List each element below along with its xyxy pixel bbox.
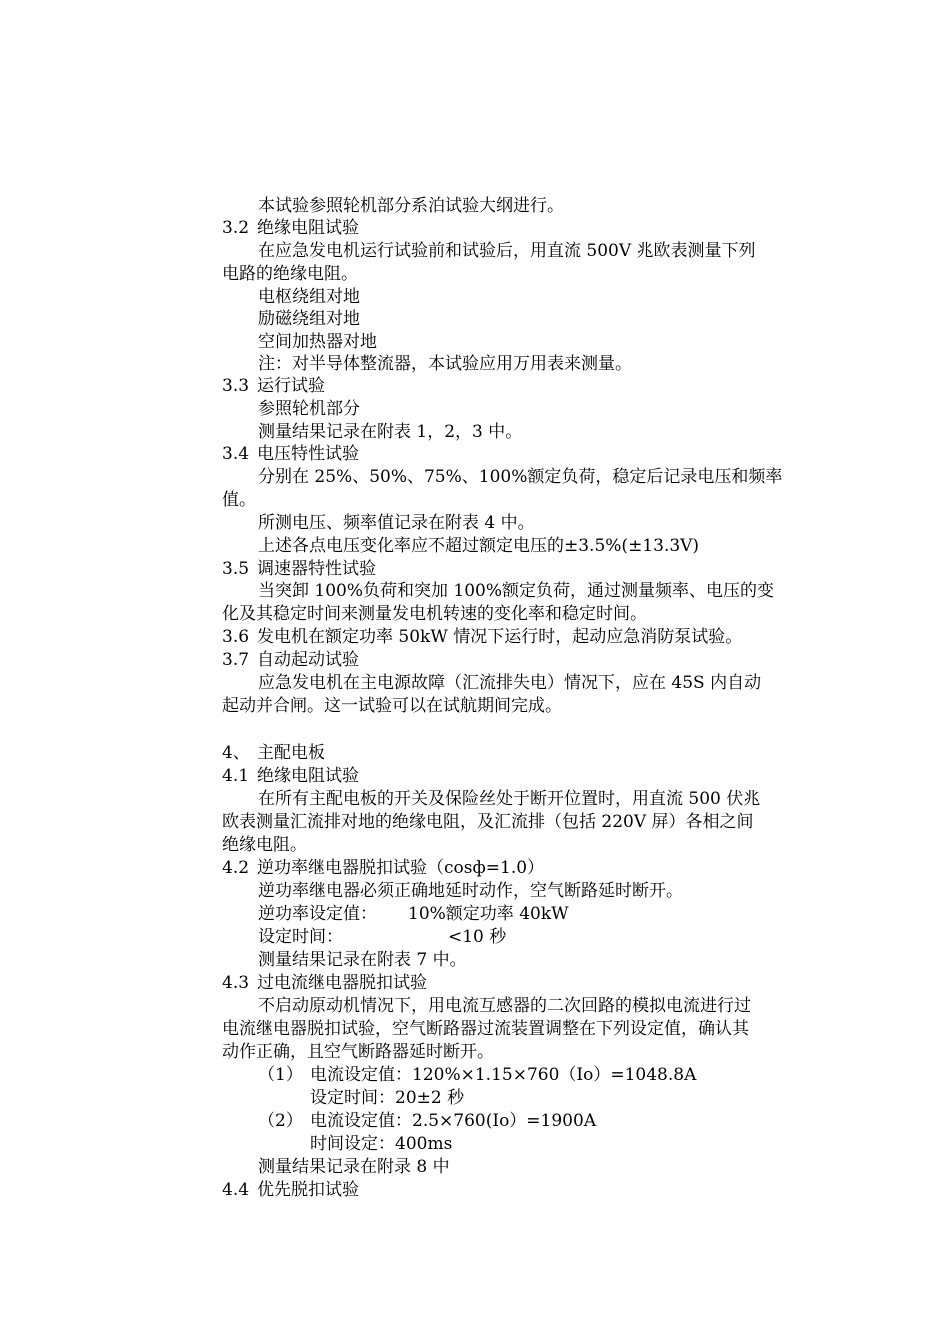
- paragraph-line: 上述各点电压变化率应不超过额定电压的±3.5%(±13.3V): [258, 536, 700, 556]
- paragraph-line: 起动并合闸。这一试验可以在试航期间完成。: [222, 696, 562, 716]
- section-heading-4-1: 4.1 绝缘电阻试验: [222, 766, 359, 786]
- list-item-detail: 时间设定：400ms: [310, 1134, 453, 1154]
- section-heading-3-5: 3.5 调速器特性试验: [222, 559, 376, 579]
- section-heading-3-4: 3.4 电压特性试验: [222, 444, 359, 464]
- section-heading-4-4: 4.4 优先脱扣试验: [222, 1180, 359, 1200]
- paragraph-line: 当突卸 100%负荷和突加 100%额定负荷，通过测量频率、电压的变: [258, 581, 775, 601]
- section-heading-3-6: 3.6 发电机在额定功率 50kW 情况下运行时，起动应急消防泵试验。: [222, 627, 743, 647]
- list-item: 空间加热器对地: [258, 332, 377, 352]
- setting-row: 设定时间： <10 秒: [258, 927, 507, 947]
- paragraph-line: 测量结果记录在附录 8 中: [258, 1157, 450, 1177]
- paragraph-line: 逆功率继电器必须正确地延时动作，空气断路延时断开。: [258, 881, 683, 901]
- section-heading-3-2: 3.2 绝缘电阻试验: [222, 218, 359, 238]
- chapter-heading-4: 4、 主配电板: [222, 743, 325, 763]
- paragraph-line: 所测电压、频率值记录在附表 4 中。: [258, 513, 535, 533]
- paragraph-line: 本试验参照轮机部分系泊试验大纲进行。: [258, 196, 564, 216]
- paragraph-line: 不启动原动机情况下，用电流互感器的二次回路的模拟电流进行过: [258, 996, 751, 1016]
- paragraph-line: 测量结果记录在附表 7 中。: [258, 950, 467, 970]
- paragraph-line: 参照轮机部分: [258, 399, 360, 419]
- list-item: （2） 电流设定值：2.5×760(Io）=1900A: [258, 1111, 597, 1131]
- section-heading-3-3: 3.3 运行试验: [222, 376, 325, 396]
- paragraph-line: 动作正确，且空气断路器延时断开。: [222, 1042, 494, 1062]
- paragraph-line: 应急发电机在主电源故障（汇流排失电）情况下，应在 45S 内自动: [258, 673, 762, 693]
- list-item: 电枢绕组对地: [258, 287, 360, 307]
- note-line: 注：对半导体整流器，本试验应用万用表来测量。: [258, 354, 632, 374]
- paragraph-line: 值。: [222, 490, 256, 510]
- paragraph-line: 绝缘电阻。: [222, 835, 307, 855]
- section-heading-4-3: 4.3 过电流继电器脱扣试验: [222, 973, 427, 993]
- paragraph-line: 在所有主配电板的开关及保险丝处于断开位置时，用直流 500 伏兆: [258, 789, 761, 809]
- paragraph-line: 分别在 25%、50%、75%、100%额定负荷，稳定后记录电压和频率: [258, 467, 783, 487]
- list-item-detail: 设定时间：20±2 秒: [310, 1088, 465, 1108]
- section-heading-3-7: 3.7 自动起动试验: [222, 650, 359, 670]
- list-item: 励磁绕组对地: [258, 309, 360, 329]
- section-heading-4-2: 4.2 逆功率继电器脱扣试验（cosф=1.0）: [222, 858, 545, 878]
- paragraph-line: 电路的绝缘电阻。: [222, 264, 358, 284]
- paragraph-line: 电流继电器脱扣试验，空气断路器过流装置调整在下列设定值，确认其: [222, 1019, 749, 1039]
- paragraph-line: 化及其稳定时间来测量发电机转速的变化率和稳定时间。: [222, 604, 647, 624]
- paragraph-line: 在应急发电机运行试验前和试验后，用直流 500V 兆欧表测量下列: [258, 241, 756, 261]
- list-item: （1） 电流设定值：120%×1.15×760（Io）=1048.8A: [258, 1065, 697, 1085]
- paragraph-line: 测量结果记录在附表 1，2，3 中。: [258, 422, 523, 442]
- setting-row: 逆功率设定值： 10%额定功率 40kW: [258, 904, 569, 924]
- paragraph-line: 欧表测量汇流排对地的绝缘电阻，及汇流排（包括 220V 屏）各相之间: [222, 812, 754, 832]
